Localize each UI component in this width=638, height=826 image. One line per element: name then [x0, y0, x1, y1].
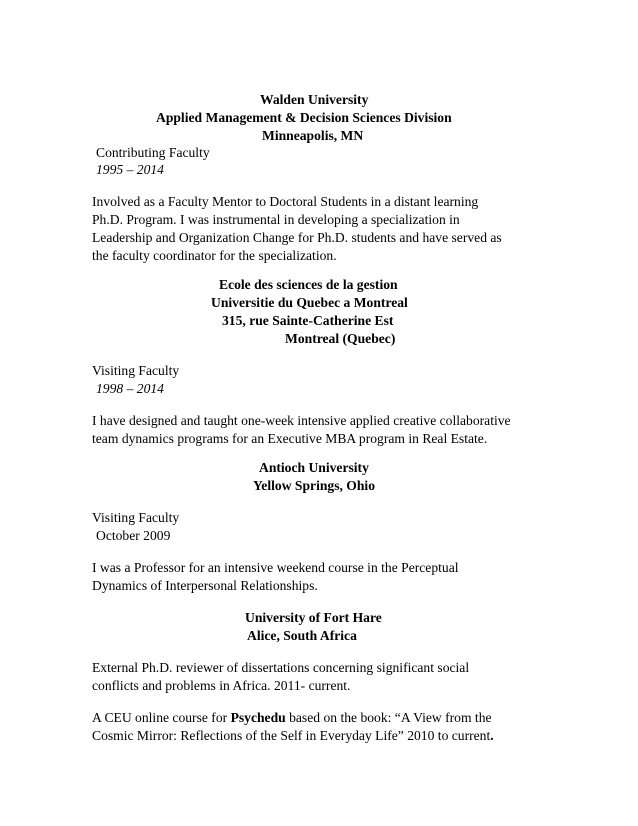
fort-hare-desc-line: External Ph.D. reviewer of dissertations concerning significant social: [92, 660, 470, 675]
ceu-suffix: based on the book: “A View from the: [285, 710, 492, 725]
ceu-provider: Psychedu: [230, 710, 286, 725]
walden-division: Applied Management & Decision Sciences Division: [156, 110, 452, 125]
walden-role: Contributing Faculty: [96, 145, 210, 160]
ceu-book-title: Cosmic Mirror: Reflections of the Self in Everyday Life” 2010 to current: [92, 728, 491, 743]
fort-hare-name: University of Fort Hare: [245, 610, 382, 625]
ceu-prefix: A CEU online course for: [92, 710, 231, 725]
antioch-name: Antioch University: [259, 460, 369, 475]
fort-hare-desc-line: conflicts and problems in Africa. 2011- current.: [92, 678, 351, 693]
walden-desc-line: Leadership and Organization Change for Ph.D. students and have served as: [92, 230, 502, 245]
ecole-desc-line: team dynamics programs for an Executive MBA program in Real Estate.: [92, 431, 488, 446]
walden-location: Minneapolis, MN: [262, 128, 364, 143]
fort-hare-location: Alice, South Africa: [247, 628, 357, 643]
walden-dates: 1995 – 2014: [96, 162, 164, 177]
ceu-course-line-2: [92, 727, 494, 744]
antioch-role: Visiting Faculty: [92, 510, 180, 525]
ecole-role: Visiting Faculty: [92, 363, 180, 378]
antioch-dates: October 2009: [96, 528, 171, 543]
antioch-desc-line: I was a Professor for an intensive weekend course in the Perceptual: [92, 560, 459, 575]
ecole-dates: 1998 – 2014: [96, 381, 164, 396]
ecole-university: Universitie du Quebec a Montreal: [211, 295, 408, 310]
ecole-name: Ecole des sciences de la gestion: [219, 277, 398, 292]
ecole-city: Montreal (Quebec): [285, 331, 396, 346]
walden-desc-line: Involved as a Faculty Mentor to Doctoral Students in a distant learning: [92, 194, 479, 209]
walden-desc-line: the faculty coordinator for the specialization.: [92, 248, 337, 263]
walden-desc-line: Ph.D. Program. I was instrumental in developing a specialization in: [92, 212, 460, 227]
ceu-end-period: .: [490, 728, 494, 743]
ceu-course-line: [92, 709, 492, 726]
walden-name: Walden University: [260, 92, 369, 107]
ecole-desc-line: I have designed and taught one-week intensive applied creative collaborative: [92, 413, 511, 428]
antioch-location: Yellow Springs, Ohio: [253, 478, 375, 493]
ecole-address: 315, rue Sainte-Catherine Est: [222, 313, 394, 328]
antioch-desc-line: Dynamics of Interpersonal Relationships.: [92, 578, 318, 593]
